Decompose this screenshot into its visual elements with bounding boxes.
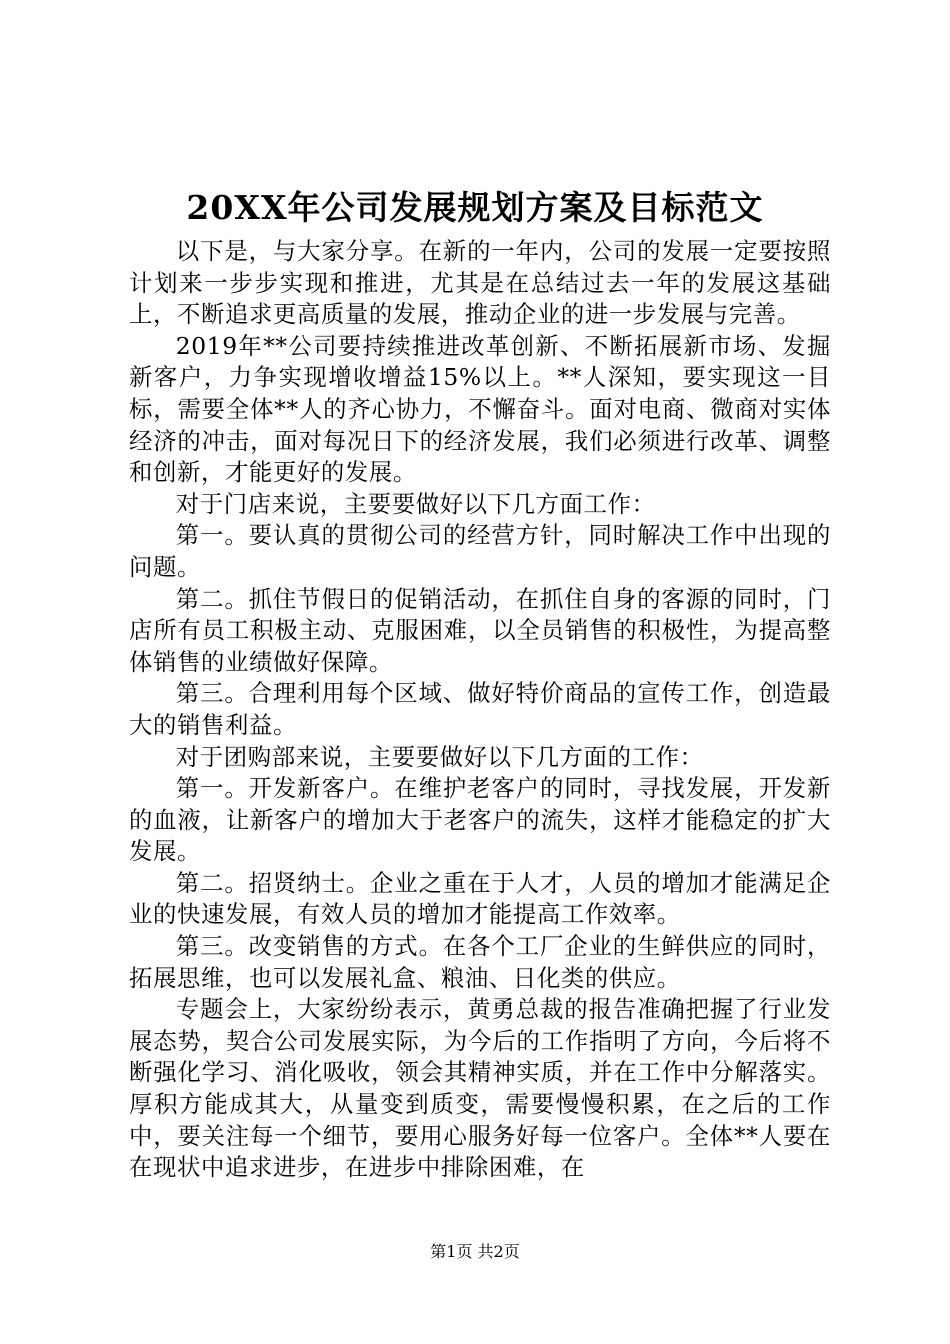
paragraph-group-point-2: 第二。招贤纳士。企业之重在于人才，人员的增加才能满足企业的快速发展，有效人员的增加才能提高工作效率。 <box>129 868 831 929</box>
paragraph-store-point-1: 第一。要认真的贯彻公司的经营方针，同时解决工作中出现的问题。 <box>129 521 831 581</box>
paragraph-intro: 以下是，与大家分享。在新的一年内，公司的发展一定要按照计划来一步步实现和推进，尤其是在总结过去一年的发展这基础上，不断追求更高质量的发展，推动企业的进一步发展与完善。 <box>129 237 831 329</box>
paragraph-2019-goal: 2019年**公司要持续推进改革创新、不断拓展新市场、发掘新客户，力争实现增收增益15%以上。**人深知，要实现这一目标，需要全体**人的齐心协力，不懈奋斗。面对电商、微商对实体经济的冲击，面对每况日下的经济发展，我们必须进行改革、调整和创新，才能更好的发展。 <box>129 331 831 487</box>
paragraph-group-heading: 对于团购部来说，主要要做好以下几方面的工作： <box>175 742 704 771</box>
paragraph-group-point-3: 第三。改变销售的方式。在各个工厂企业的生鲜供应的同时，拓展思维，也可以发展礼盒、粮油、日化类的供应。 <box>129 932 831 992</box>
paragraph-store-point-2: 第二。抓住节假日的促销活动，在抓住自身的客源的同时，门店所有员工积极主动、克服困难，以全员销售的积极性，为提高整体销售的业绩做好保障。 <box>129 584 831 676</box>
document-title: 20XX年公司发展规划方案及目标范文 <box>186 188 764 227</box>
document-body <box>129 236 831 1184</box>
paragraph-store-heading: 对于门店来说，主要要做好以下几方面工作： <box>175 489 656 518</box>
page-number-footer: 第1页 共2页 <box>430 1242 520 1261</box>
paragraph-meeting-summary: 专题会上，大家纷纷表示，黄勇总裁的报告准确把握了行业发展态势，契合公司发展实际，为今后的工作指明了方向，今后将不断强化学习、消化吸收，领会其精神实质，并在工作中分解落实。厚积方能成其大，从量变到质变，需要慢慢积累，在之后的工作中，要关注每一个细节，要用心服务好每一位客户。全体**人要在在现状中追求进步，在进步中排除困难，在 <box>129 995 831 1182</box>
paragraph-store-point-3: 第三。合理利用每个区域、做好特价商品的宣传工作，创造最大的销售利益。 <box>129 679 831 739</box>
paragraph-group-point-1: 第一。开发新客户。在维护老客户的同时，寻找发展，开发新的血液，让新客户的增加大于老客户的流失，这样才能稳定的扩大发展。 <box>129 774 831 866</box>
